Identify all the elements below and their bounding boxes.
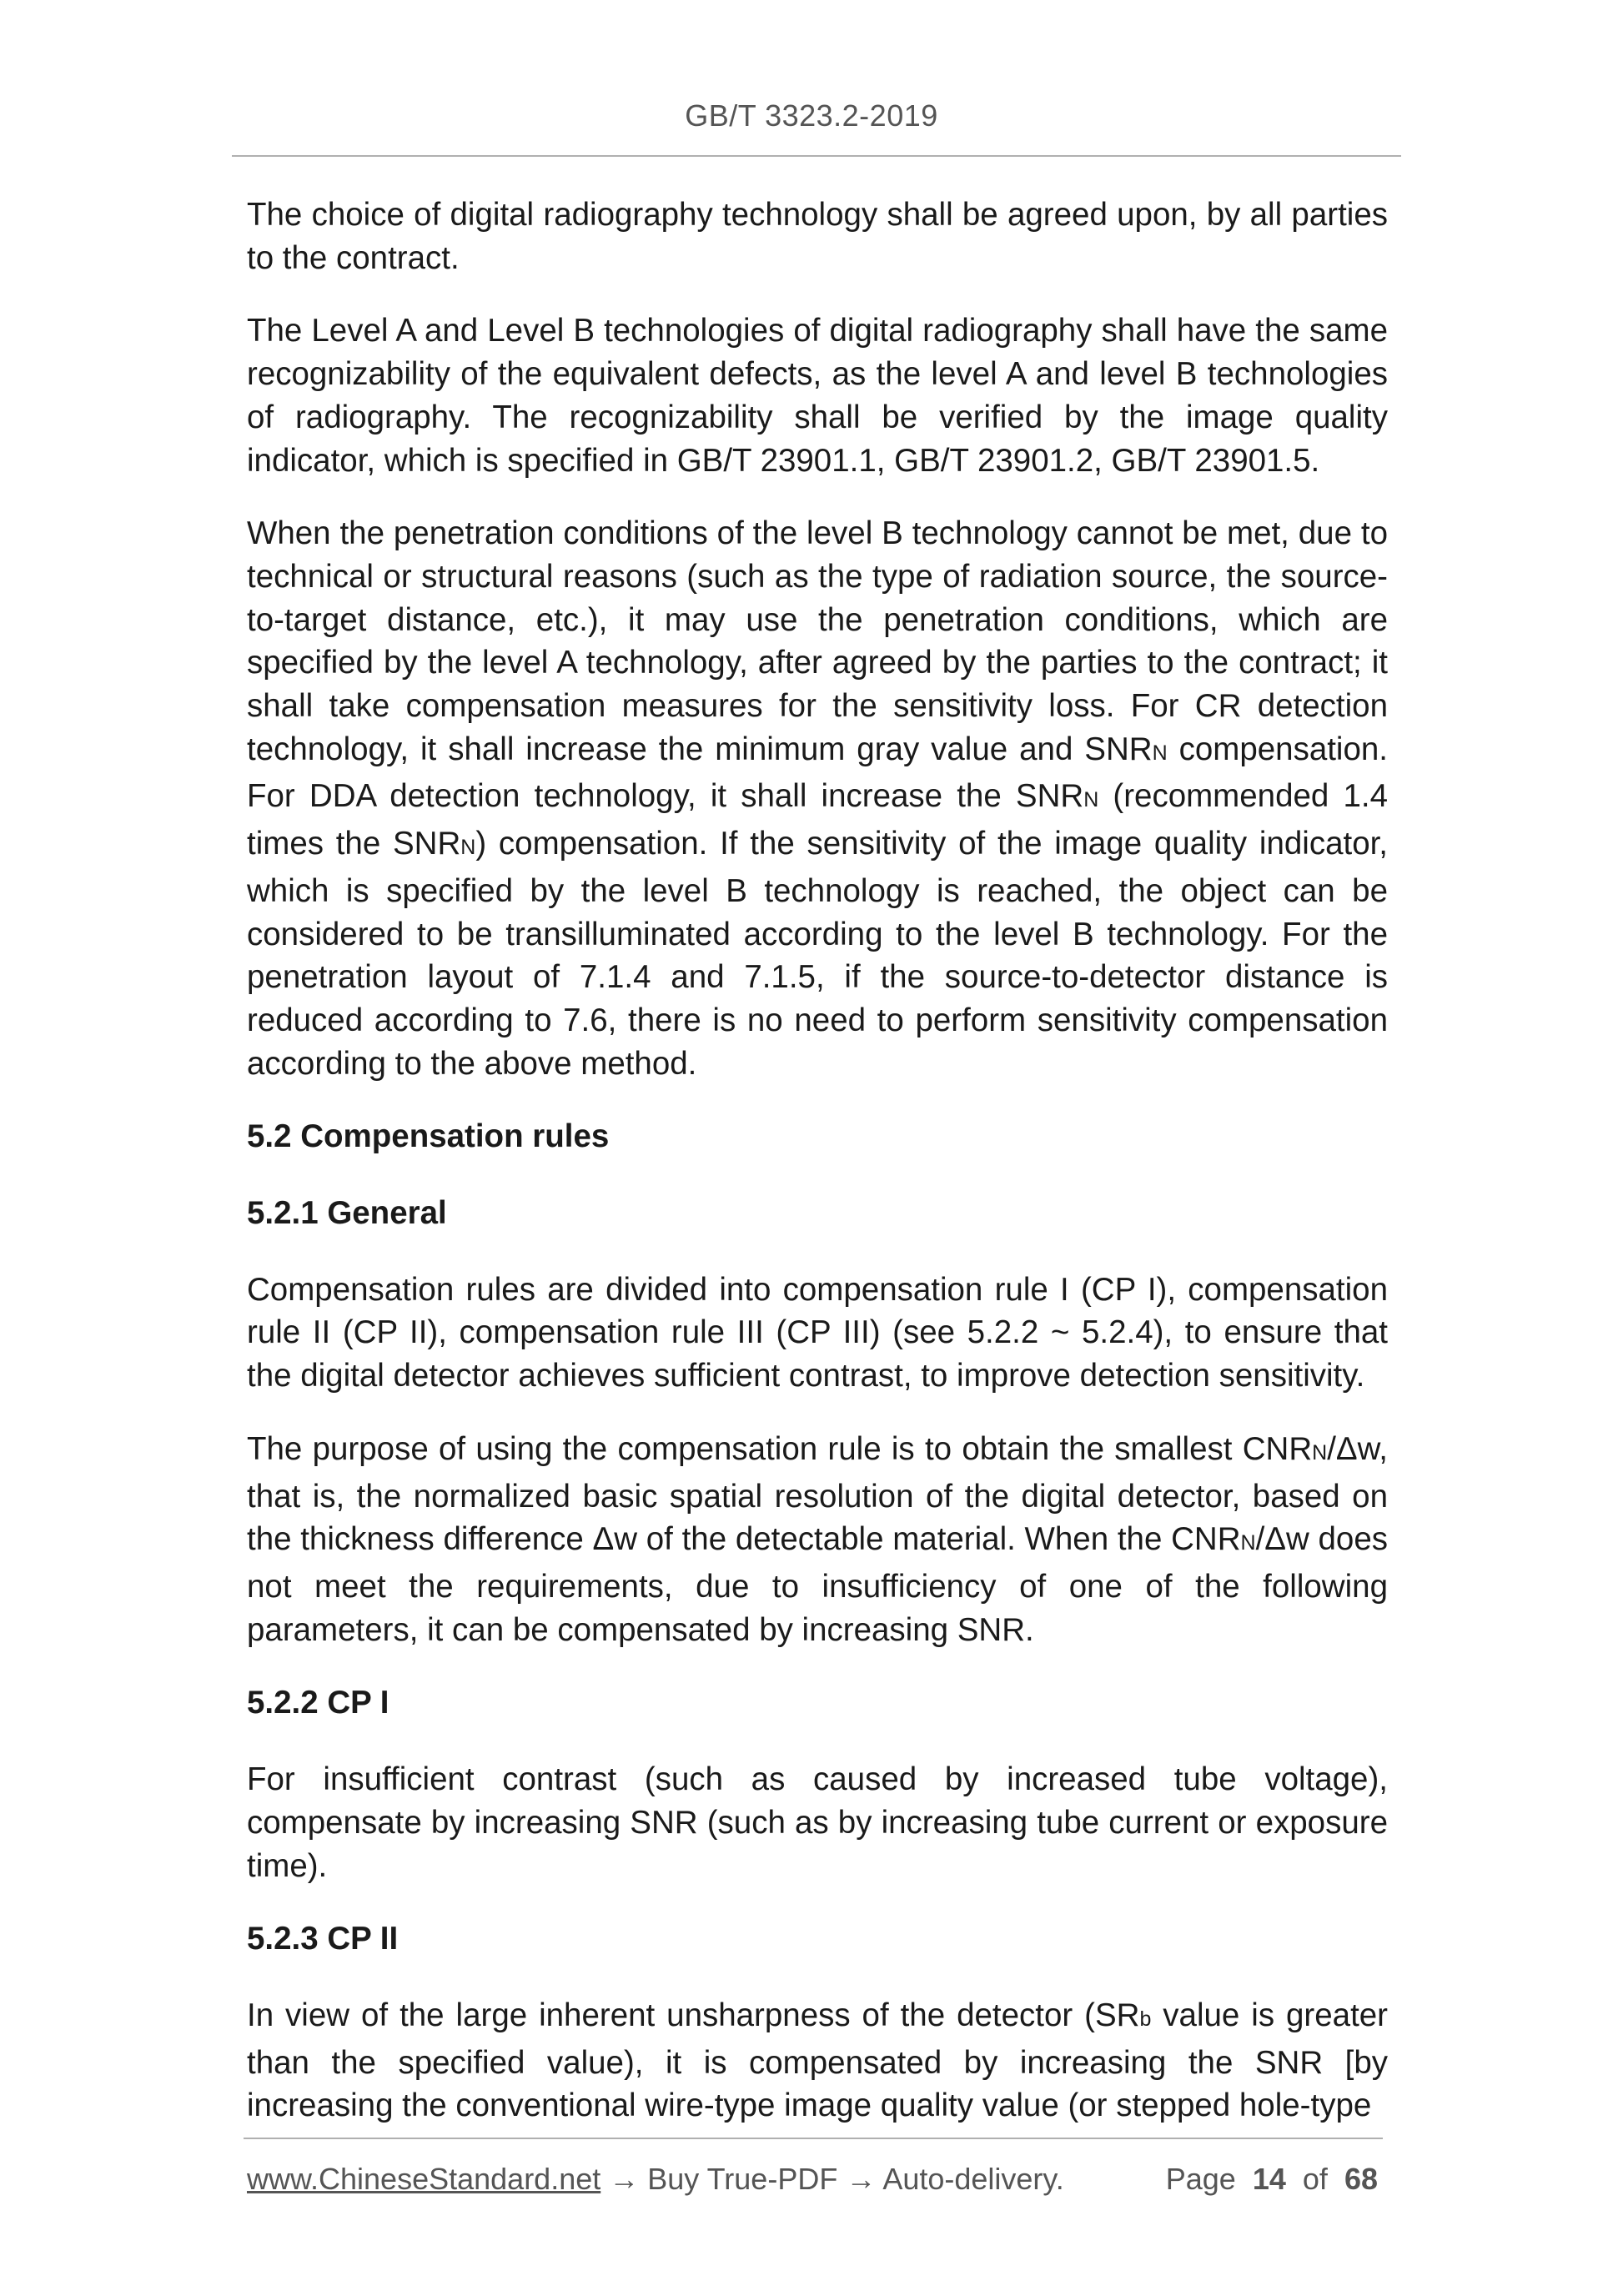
paragraph-choice-of-technology: The choice of digital radiography technology shall be agreed upon, by all parties to the contract. [247, 197, 1388, 276]
text-run: compensation. For DDA detection technology, it shall increase the SNR [247, 731, 1388, 815]
paragraph-cp-i: For insufficient contrast (such as caused by increased tube voltage), compensate by increasing SNR (such as by increasing tube current or exposure time). [247, 1761, 1388, 1884]
text-run: value is greater than the specified value), it is compensated by increasing the SNR [by increasing the conventional wire-type image quality value (or stepped hole-type [247, 1997, 1389, 2124]
page-header-title: GB/T 3323.2-2019 [685, 98, 938, 133]
paragraph-recognizability: The Level A and Level B technologies of digital radiography shall have the same recognizability of the equivalent defects, as the level A and level B technologies of radiography. The recognizability shall be verified by the image quality indicator, which is specified in GB/T 23901.1, GB/T 23901.2, GB/T 23901.5. [247, 313, 1388, 479]
section-heading-5-2-1: 5.2.1 General [247, 1195, 447, 1232]
page-number: 14 [1252, 2162, 1286, 2196]
subscript: N [1152, 741, 1168, 765]
text-run: /Δw does not meet the requirements, due to insufficiency of one of the following parameters, it can be compensated by increasing SNR. [247, 1521, 1388, 1648]
text-run: /Δw, that is, the normalized basic spatial resolution of the digital detector, based on the thickness difference Δw of the detectable material. When the CNR [247, 1430, 1388, 1558]
page-label: Page [1165, 2162, 1236, 2196]
subscript: N [1312, 1440, 1328, 1465]
subscript: N [1240, 1531, 1256, 1555]
paragraph-cp-ii [247, 1994, 1388, 2128]
document-body [247, 193, 1388, 2158]
of-label: of [1302, 2162, 1328, 2196]
footer-divider [244, 2138, 1383, 2139]
section-heading-5-2-3: 5.2.3 CP II [247, 1921, 399, 1957]
text-run: When the penetration conditions of the level B technology cannot be met, due to technical or structural reasons (such as the type of radiation source, the source-to-target distance, etc.), it may use the penetration conditions, which are specified by the level A technology, after agreed by the parties to the contract; it shall take compensation measures for the sensitivity loss. For CR detection technology, it shall increase the minimum gray value and SNR [247, 515, 1388, 767]
paragraph-compensation-purpose [247, 1428, 1388, 1652]
text-run: (recommended 1.4 times the SNR [247, 778, 1388, 862]
footer-promo [247, 2162, 1064, 2197]
page-total: 68 [1344, 2162, 1378, 2196]
footer-promo-text: → Buy True-PDF → Auto-delivery. [600, 2162, 1064, 2196]
text-run: In view of the large inherent unsharpness of the detector (SR [247, 1997, 1140, 2033]
subscript: b [1139, 2007, 1152, 2031]
subscript: N [460, 836, 476, 860]
text-run: ) compensation. If the sensitivity of the image quality indicator, which is specified by the level B technology is reached, the object can be considered to be transilluminated according to the level B technology. For the penetration layout of 7.1.4 and 7.1.5, if the source-to-detector distance is reduced according to 7.6, there is no need to perform sensitivity compensation according to the above method. [247, 826, 1388, 1082]
header-divider [232, 155, 1401, 157]
website-link[interactable]: www.ChineseStandard.net [247, 2162, 601, 2196]
paragraph-compensation-rules: Compensation rules are divided into compensation rule I (CP I), compensation rule II (CP II), compensation rule III (CP III) (see 5.2.2 ~ 5.2.4), to ensure that the digital detector achieves sufficient contrast, to improve detection sensitivity. [247, 1271, 1388, 1394]
subscript: N [1083, 788, 1099, 812]
paragraph-penetration-conditions [247, 512, 1388, 1085]
section-heading-5-2: 5.2 Compensation rules [247, 1118, 610, 1155]
page-indicator [1166, 2162, 1378, 2197]
text-run: The purpose of using the compensation rule is to obtain the smallest CNR [247, 1430, 1313, 1467]
section-heading-5-2-2: 5.2.2 CP I [247, 1685, 389, 1721]
